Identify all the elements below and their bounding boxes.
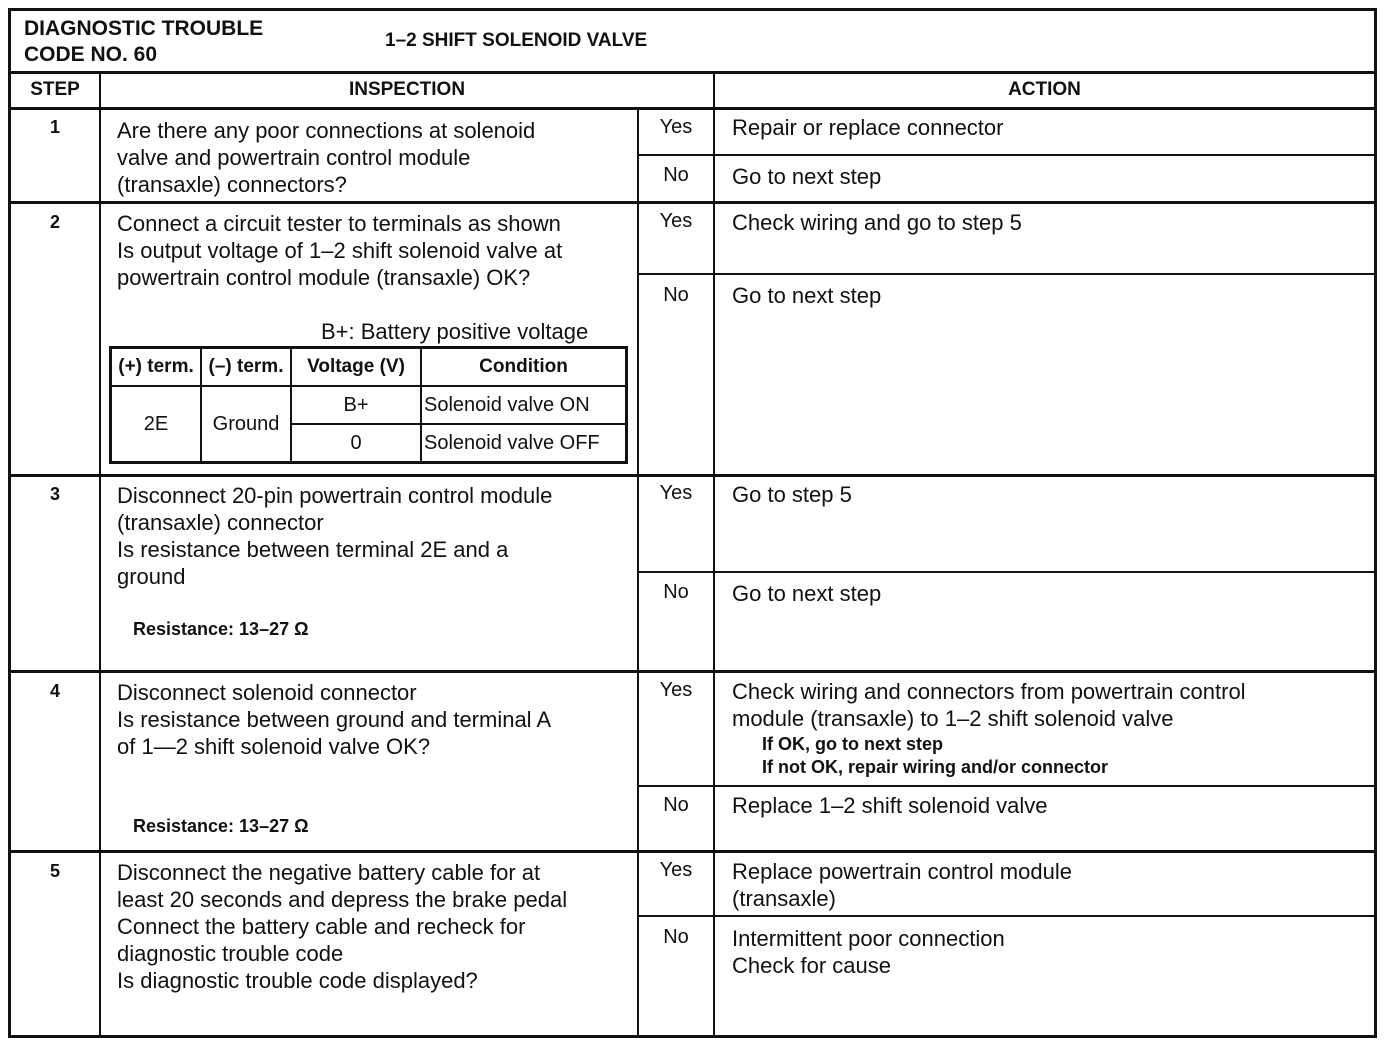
yes-no-divider [638,154,1376,156]
no-label: No [663,581,689,603]
no-action: Replace 1–2 shift solenoid valve [732,793,1048,818]
page-title: 1–2 SHIFT SOLENOID VALVE [385,30,648,51]
no-action: Go to next step [732,164,882,189]
column-header-action: ACTION [1008,79,1081,100]
voltage-value: B+ [291,386,421,424]
no-action: Go to next step [732,581,882,606]
table-border-bottom [8,1035,1377,1038]
header-divider [8,71,1377,74]
condition-value: Solenoid valve OFF [421,424,627,463]
yes-no-divider [638,273,1376,275]
column-header-divider [8,107,1377,110]
table-header: (–) term. [201,348,291,387]
yes-label: Yes [659,859,693,881]
no-label: No [663,794,689,816]
inspection-text: Disconnect 20-pin powertrain control module (transaxle) connector Is resistance between terminal 2E and a ground [117,483,553,589]
yes-action-conditions: If OK, go to next step If not OK, repair wiring and/or connector [762,734,1109,777]
yes-action: Check wiring and go to step 5 [732,210,1022,235]
step-divider [8,201,1377,204]
code-label-line1: DIAGNOSTIC TROUBLE [24,17,264,40]
step-number: 4 [49,681,60,701]
inspection-text: Connect a circuit tester to terminals as shown Is output voltage of 1–2 shift solenoid valve at powertrain control module (transaxle) OK? [117,211,563,290]
yes-action: Replace powertrain control module (transaxle) [732,859,1072,911]
yes-label: Yes [659,482,693,504]
yes-label: Yes [659,116,693,138]
plus-terminal: 2E [111,386,202,463]
yes-no-divider [638,571,1376,573]
yes-label: Yes [659,679,693,701]
table-header: Voltage (V) [291,348,421,387]
step-divider [8,670,1377,673]
no-action: Intermittent poor connection Check for cause [732,926,1005,978]
yes-action: Repair or replace connector [732,115,1004,140]
step-number: 2 [49,212,60,232]
no-label: No [663,284,689,306]
table-border-right [1374,8,1377,1038]
step-number: 5 [49,861,60,881]
resistance-spec: Resistance: 13–27 Ω [133,619,309,639]
inspection-text: Disconnect solenoid connector Is resistance between ground and terminal A of 1—2 shift solenoid valve OK? [117,680,552,759]
yes-action: Check wiring and connectors from powertrain control module (transaxle) to 1–2 shift solenoid valve [732,679,1246,731]
yes-no-divider [638,915,1376,917]
code-label-line2: CODE NO. 60 [24,43,158,66]
inspection-text: Are there any poor connections at solenoid valve and powertrain control module (transaxle) connectors? [117,118,536,197]
step-column-divider [99,72,101,1038]
no-label: No [663,164,689,186]
voltage-table [109,346,628,464]
step-divider [8,850,1377,853]
action-column-divider [713,72,715,1038]
yes-no-divider [638,785,1376,787]
table-header: Condition [421,348,627,387]
no-label: No [663,926,689,948]
yes-label: Yes [659,210,693,232]
resistance-spec: Resistance: 13–27 Ω [133,816,309,836]
column-header-inspection: INSPECTION [348,79,466,100]
step-number: 1 [49,117,60,137]
inspection-text: Disconnect the negative battery cable for at least 20 seconds and depress the brake pedal Connect the battery cable and recheck for diagnostic trouble code Is diagnostic trouble code displayed? [117,860,568,993]
no-action: Go to next step [732,283,882,308]
table-header: (+) term. [111,348,202,387]
voltage-value: 0 [291,424,421,463]
step-number: 3 [49,484,60,504]
yesno-column-divider [637,108,639,1038]
table-border-top [8,8,1377,11]
condition-value: Solenoid valve ON [421,386,627,424]
voltage-note: B+: Battery positive voltage [321,319,589,344]
column-header-step: STEP [30,79,80,100]
minus-terminal: Ground [201,386,291,463]
step-divider [8,474,1377,477]
yes-action: Go to step 5 [732,482,852,507]
